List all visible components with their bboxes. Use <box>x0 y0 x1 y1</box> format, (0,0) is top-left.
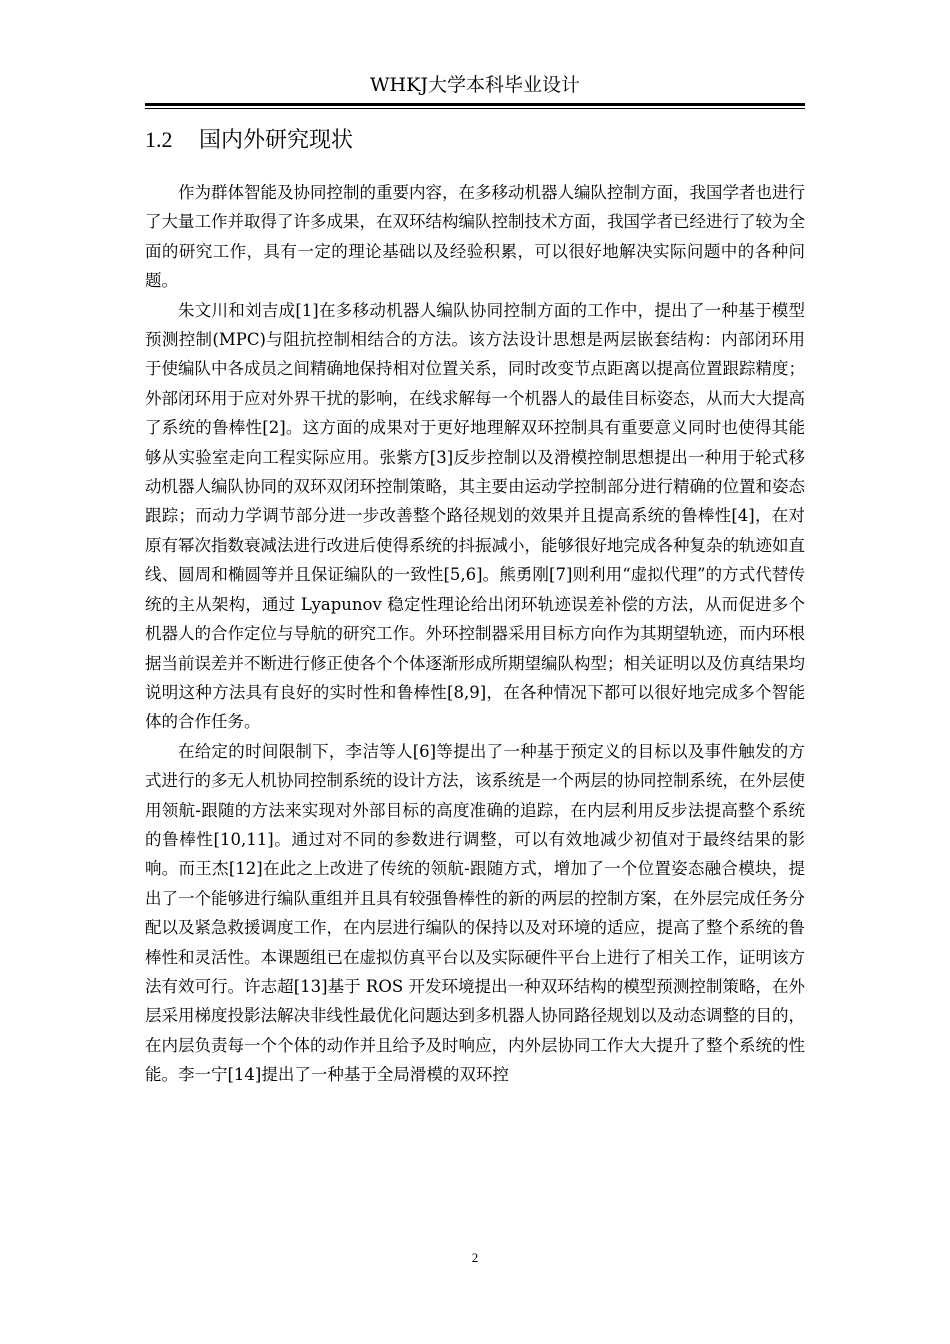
running-header: WHKJ大学本科毕业设计 <box>370 74 580 96</box>
body-text <box>145 178 805 1090</box>
section-heading <box>145 124 353 157</box>
section-title: 国内外研究现状 <box>199 128 354 153</box>
header-rule-thick <box>145 103 805 106</box>
paragraph: 在给定的时间限制下，李洁等人[6]等提出了一种基于预定义的目标以及事件触发的方式进行的多无人机协同控制系统的设计方法，该系统是一个两层的协同控制系统，在外层使用领航-跟随的方法来实现对外部目标的高度准确的追踪，在内层利用反步法提高整个系统的鲁棒性[10,11]。通过对不同的参数进行调整，可以有效地减少初值对于最终结果的影响。而王杰[12]在此之上改进了传统的领航-跟随方式，增加了一个位置姿态融合模块，提出了一个能够进行编队重组并且具有较强鲁棒性的新的两层的控制方案，在外层完成任务分配以及紧急救援调度工作，在内层进行编队的保持以及对环境的适应，提高了整个系统的鲁棒性和灵活性。本课题组已在虚拟仿真平台以及实际硬件平台上进行了相关工作，证明该方法有效可行。许志超[13]基于 ROS 开发环境提出一种双环结构的模型预测控制策略，在外层采用梯度投影法解决非线性最优化问题达到多机器人协同路径规划以及动态调整的目的，在内层负责每一个个体的动作并且给予及时响应，内外层协同工作大大提升了整个系统的性能。李一宁[14]提出了一种基于全局滑模的双环控 <box>145 741 805 1085</box>
page-number: 2 <box>471 1250 479 1265</box>
paragraph: 作为群体智能及协同控制的重要内容，在多移动机器人编队控制方面，我国学者也进行了大量工作并取得了许多成果，在双环结构编队控制技术方面，我国学者已经进行了较为全面的研究工作，具有一定的理论基础以及经验积累，可以很好地解决实际问题中的各种问题。 <box>145 183 805 291</box>
section-number: 1.2 <box>145 127 173 152</box>
header-rule-thin <box>145 108 805 109</box>
paragraph: 朱文川和刘吉成[1]在多移动机器人编队协同控制方面的工作中，提出了一种基于模型预测控制(MPC)与阻抗控制相结合的方法。该方法设计思想是两层嵌套结构：内部闭环用于使编队中各成员之间精确地保持相对位置关系，同时改变节点距离以提高位置跟踪精度；外部闭环用于应对外界干扰的影响，在线求解每一个机器人的最佳目标姿态，从而大大提高了系统的鲁棒性[2]。这方面的成果对于更好地理解双环控制具有重要意义同时也使得其能够从实验室走向工程实际应用。张紫方[3]反步控制以及滑模控制思想提出一种用于轮式移动机器人编队协同的双环双闭环控制策略，其主要由运动学控制部分进行精确的位置和姿态跟踪；而动力学调节部分进一步改善整个路径规划的效果并且提高系统的鲁棒性[4]，在对原有幂次指数衰减法进行改进后使得系统的抖振减小，能够很好地完成各种复杂的轨迹如直线、圆周和椭圆等并且保证编队的一致性[5,6]。熊勇刚[7]则利用“虚拟代理”的方式代替传统的主从架构，通过 Lyapunov 稳定性理论给出闭环轨迹误差补偿的方法，从而促进多个机器人的合作定位与导航的研究工作。外环控制器采用目标方向作为其期望轨迹，而内环根据当前误差并不断进行修正使各个个体逐渐形成所期望编队构型；相关证明以及仿真结果均说明这种方法具有良好的实时性和鲁棒性[8,9]，在各种情况下都可以很好地完成多个智能体的合作任务。 <box>145 300 805 732</box>
